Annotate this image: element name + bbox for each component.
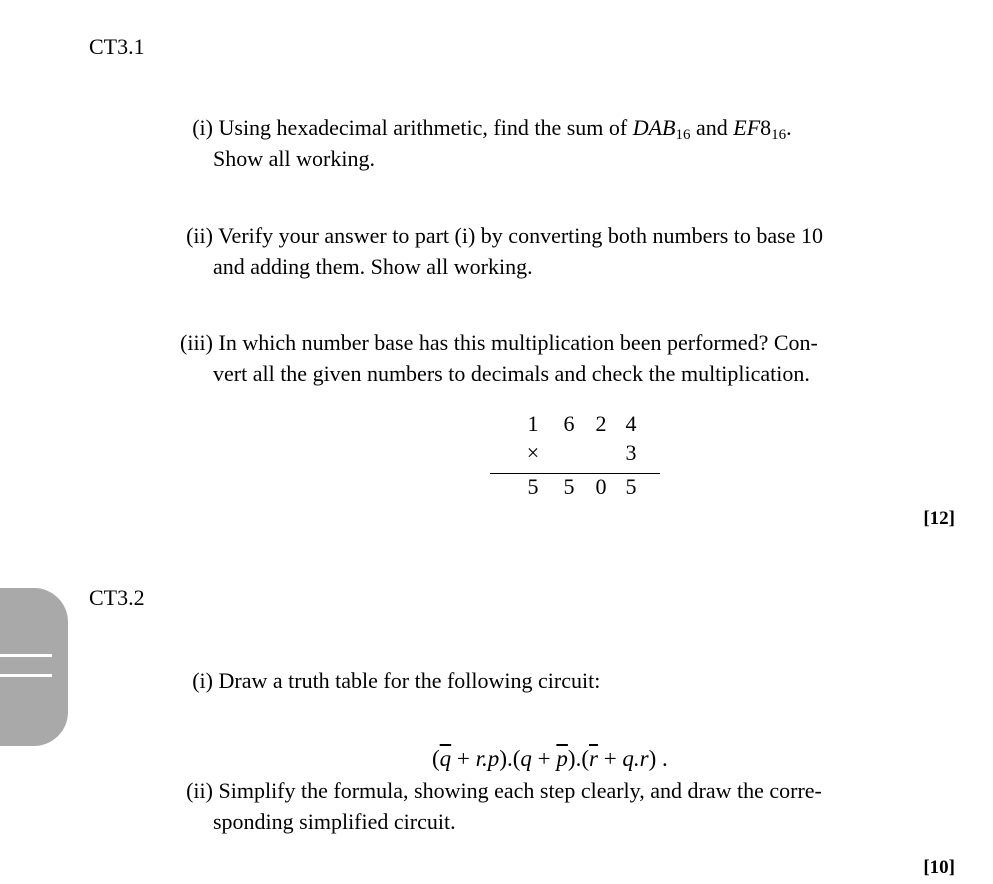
p-bar: $\overline{p}$ <box>556 746 568 771</box>
times-sign: × <box>526 440 540 465</box>
q1-part-iii <box>163 327 943 389</box>
base-subscript: 16 <box>771 127 787 143</box>
q2-part-ii <box>163 775 943 837</box>
part-text: Simplify the formula, showing each step clearly, and draw the corre- <box>218 778 822 803</box>
digit: 1 <box>527 411 539 436</box>
handle-bar-icon <box>0 674 52 677</box>
part-text: Verify your answer to part (i) by converting both numbers to base 10 <box>218 223 823 248</box>
digit: 5 <box>563 474 575 499</box>
r-bar: $\overline{r}$ <box>588 746 598 771</box>
paren: ( <box>432 746 440 771</box>
part-text: In which number base has this multiplication been performed? Con- <box>218 330 818 355</box>
hex-digit: 8 <box>760 115 772 140</box>
part-text-line2: sponding simplified circuit. <box>213 809 456 834</box>
question-title-ct3-2: CT3.2 <box>89 585 145 610</box>
multiplicand-row <box>490 411 660 440</box>
paren: ) <box>648 746 657 771</box>
q1-part-i <box>163 112 943 174</box>
base-subscript: 16 <box>675 127 691 143</box>
term: q.r <box>622 746 649 771</box>
question-title-ct3-1: CT3.1 <box>89 34 145 59</box>
boolean-formula <box>432 746 668 772</box>
digit: 2 <box>595 411 607 436</box>
paren: ( <box>581 746 589 771</box>
q2-part-i <box>163 665 943 696</box>
digit: 0 <box>595 474 607 499</box>
dot: . <box>575 746 582 771</box>
term: r.p <box>475 746 500 771</box>
part-text: Draw a truth table for the following circuit: <box>218 668 601 693</box>
part-number: (ii) <box>186 778 213 803</box>
digit: 5 <box>527 474 539 499</box>
paren: ( <box>512 746 521 771</box>
paren: ) <box>567 746 576 771</box>
q1-part-ii <box>163 220 943 282</box>
hex-number-dab: DAB <box>632 115 676 140</box>
handle-bar-icon <box>0 654 52 657</box>
part-text: Using hexadecimal arithmetic, find the sum of <box>218 115 628 140</box>
digit: 3 <box>625 440 637 465</box>
part-number: (i) <box>192 668 213 693</box>
part-number: (iii) <box>180 330 213 355</box>
plus: + <box>597 746 623 771</box>
product-row <box>490 474 660 503</box>
multiplication-problem <box>490 411 660 503</box>
part-text-line2: and adding them. Show all working. <box>213 254 533 279</box>
term: q <box>520 746 532 771</box>
dot: . <box>506 746 513 771</box>
part-text-line2: Show all working. <box>213 146 375 171</box>
conjunction: and <box>695 115 728 140</box>
period: . <box>786 115 792 140</box>
digit: 5 <box>625 474 637 499</box>
part-number: (i) <box>192 115 213 140</box>
side-drawer-handle[interactable] <box>0 588 68 746</box>
q-bar: $\overline{q}$ <box>439 746 452 771</box>
multiplier-row <box>490 440 660 469</box>
digit: 6 <box>563 411 575 436</box>
hex-number-ef: EF <box>733 115 761 140</box>
paren: ) <box>499 746 507 771</box>
plus: + <box>531 746 557 771</box>
marks-q1: [12] <box>923 508 955 529</box>
plus: + <box>451 746 476 771</box>
part-text-line2: vert all the given numbers to decimals and check the multiplication. <box>213 361 810 386</box>
part-number: (ii) <box>186 223 213 248</box>
marks-q2: [10] <box>923 857 955 878</box>
digit: 4 <box>625 411 637 436</box>
period: . <box>656 746 668 771</box>
